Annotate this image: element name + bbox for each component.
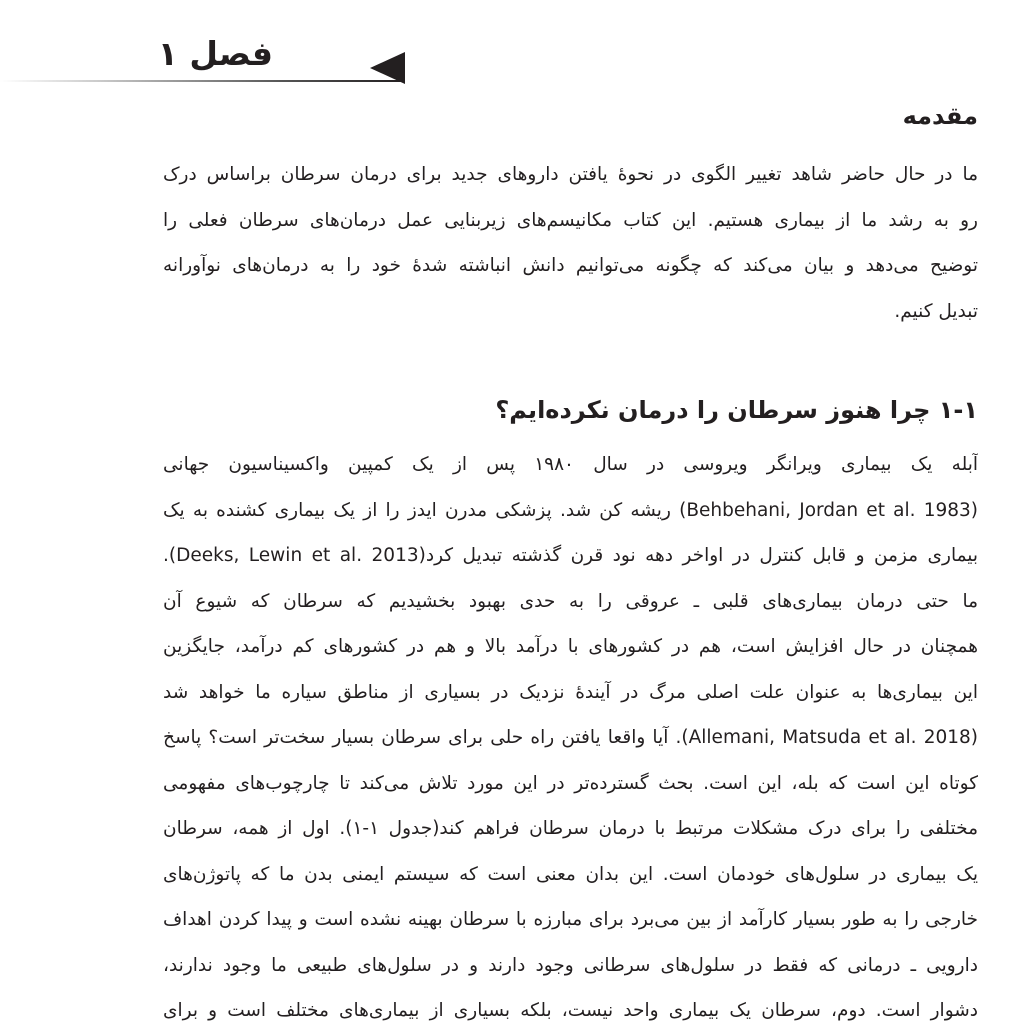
paragraph-line: آبله یک بیماری ویرانگر ویروسی در سال ۱۹۸۰ پس از یک کمپین واکسیناسیون جهانی: [163, 454, 978, 475]
intro-paragraph: [163, 152, 978, 334]
paragraph-line: همچنان در حال افزایش است، هم در کشورهای با درآمد بالا و هم در کشورهای کم درآمد، جایگزین: [163, 636, 978, 657]
section-heading: ۱-۱ چرا هنوز سرطان را درمان نکرده‌ایم؟: [495, 396, 978, 424]
chapter-title: فصل ۱: [157, 34, 273, 73]
paragraph-line: رو به رشد ما از بیماری هستیم. این کتاب مکانیسم‌های زیربنایی عمل درمان‌های سرطان فعلی را: [163, 209, 978, 231]
paragraph-line: کوتاه این است که بله، این است. بحث گسترده‌تر در این مورد تلاش می‌کند تا چارچوب‌های مفهومی: [163, 772, 978, 794]
paragraph-line: دشوار است. دوم، سرطان یک بیماری واحد نیست، بلکه بسیاری از بیماری‌های مختلف است و برای: [163, 1000, 978, 1021]
chapter-arrow-icon: [370, 52, 405, 84]
paragraph-line: بیماری مزمن و قابل کنترل در اواخر دهه نود قرن گذشته تبدیل کرد(Deeks, Lewin et al. 2013).: [163, 545, 978, 566]
paragraph-line: توضیح می‌دهد و بیان می‌کند که چگونه می‌توانیم دانش انباشته شدۀ خود را به درمان‌های نوآورانه: [163, 255, 978, 276]
intro-heading: مقدمه: [902, 102, 978, 130]
paragraph-line: ما حتی درمان بیماری‌های قلبی ـ عروقی را به حدی بهبود بخشیدیم که سرطان که شیوع آن: [163, 590, 978, 612]
paragraph-line: (Behbehani, Jordan et al. 1983) ریشه کن شد. پزشکی مدرن ایدز را از یک بیماری کشنده به یک: [163, 499, 978, 521]
paragraph-line: این بیماری‌ها به عنوان علت اصلی مرگ در آیندۀ نزدیک در بسیاری از مناطق سیاره ما خواهد شد: [163, 681, 978, 703]
paragraph-line: تبدیل کنیم.: [894, 300, 978, 322]
paragraph-line: ما در حال حاضر شاهد تغییر الگوی در نحوۀ یافتن داروهای جدید برای درمان سرطان براساس درک: [163, 164, 978, 185]
chapter-rule: [0, 80, 404, 82]
paragraph-line: مختلفی را برای درک مشکلات مرتبط با درمان سرطان فراهم کند(جدول ۱-۱). اول از همه، سرطان: [163, 818, 978, 839]
paragraph-line: یک بیماری در سلول‌های خودمان است. این بدان معنی است که سیستم ایمنی بدن ما که پاتوژن‌های: [163, 863, 978, 885]
chapter-header: [0, 0, 1014, 100]
paragraph-line: دارویی ـ درمانی که فقط در سلول‌های سرطانی وجود دارند و در سلول‌های طبیعی ما وجود ندارند،: [163, 954, 978, 976]
paragraph-line: (Allemani, Matsuda et al. 2018). آیا واقعا یافتن راه حلی برای سرطان بسیار سخت‌تر است؟ پاسخ: [163, 727, 978, 748]
paragraph-line: خارجی را به طور بسیار کارآمد از بین می‌برد برای مبارزه با سرطان بهینه نشده است و پیدا کردن اهداف: [163, 909, 978, 930]
section-paragraph: [163, 442, 978, 1034]
